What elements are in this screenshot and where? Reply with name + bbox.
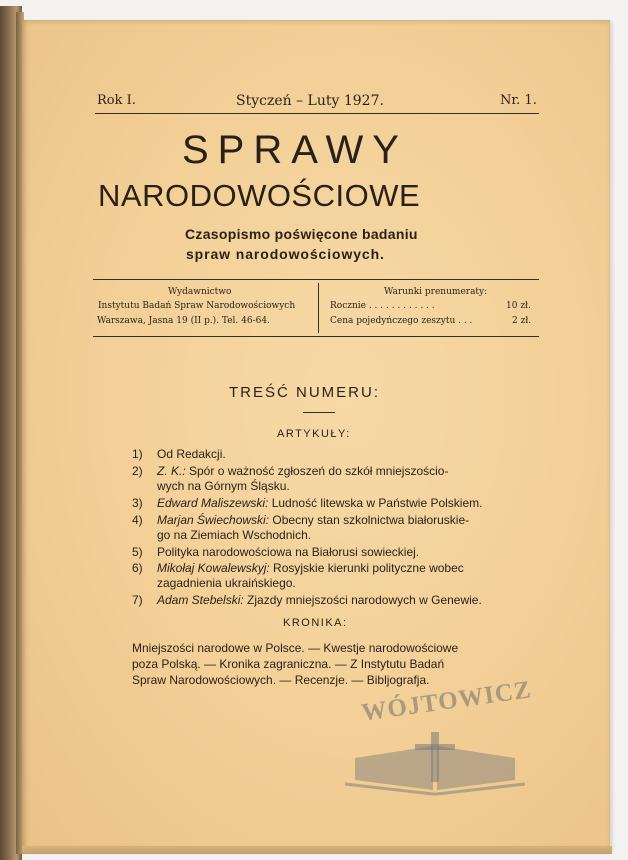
article-title: Obecny stan szkolnictwa białoruskie- (269, 513, 470, 527)
articles-heading: ARTYKUŁY: (277, 428, 351, 440)
header-rule (95, 113, 539, 114)
article-title: Rosyjskie kierunki polityczne wobec (269, 561, 464, 575)
publisher-address: Warszawa, Jasna 19 (II p.). Tel. 46-64. (97, 316, 270, 326)
article-title: Ludność litewska w Państwie Polskiem. (268, 496, 483, 510)
article-item (132, 513, 469, 527)
article-number: 5) (132, 545, 143, 559)
watermark-text: WÓJTOWICZ (360, 676, 534, 727)
journal-subtitle-line1: Czasopismo poświęcone badaniu (185, 226, 418, 242)
publisher-name: Instytutu Badań Spraw Narodowościowych (98, 301, 296, 311)
info-box-top-rule (93, 279, 539, 280)
subscription-single-label: Cena pojedyńczego zeszytu . . . (330, 316, 473, 326)
article-number: 6) (132, 561, 143, 575)
article-author: Marjan Świechowski: (157, 513, 270, 527)
issue-date: Styczeń – Luty 1927. (236, 93, 384, 109)
year-label: Rok I. (97, 93, 136, 108)
article-number: 7) (132, 593, 143, 607)
contents-heading: TREŚĆ NUMERU: (229, 384, 381, 401)
article-title-continuation: wych na Górnym Śląsku. (157, 479, 290, 493)
article-title: Od Redakcji. (157, 447, 226, 461)
article-number: 2) (132, 464, 143, 478)
chronicle-line: Mniejszości narodowe w Polsce. — Kwestje narodowościowe (132, 641, 459, 655)
subscription-annual-price: 10 zł. (506, 301, 531, 311)
article-item (132, 464, 448, 478)
subscription-annual-label: Rocznie . . . . . . . . . . . . (330, 301, 435, 311)
page-edge (22, 846, 612, 854)
journal-subtitle-line2: spraw narodowościowych. (186, 246, 385, 262)
chronicle-line: poza Polską. — Kronika zagraniczna. — Z Instytutu Badań (132, 657, 445, 671)
journal-title-line1: SPRAWY (182, 128, 408, 172)
journal-title-line2: NARODOWOŚCIOWE (98, 178, 421, 213)
issue-number: Nr. 1. (500, 93, 537, 108)
article-title: Spór o ważność zgłoszeń do szkół mniejszościo- (185, 464, 449, 478)
article-number: 3) (132, 496, 143, 510)
publisher-label: Wydawnictwo (168, 287, 232, 297)
article-item (132, 545, 419, 559)
article-author: Mikołaj Kowalewskyj: (157, 561, 270, 575)
contents-rule (303, 412, 335, 413)
watermark-book-icon (345, 728, 525, 798)
chronicle-line: Spraw Narodowościowych. — Recenzje. — Bibljografja. (132, 673, 430, 687)
subscription-label: Warunki prenumeraty: (384, 287, 488, 297)
article-author: Z. K.: (157, 464, 186, 478)
article-item (132, 496, 482, 510)
info-box-bottom-rule (93, 336, 539, 337)
article-number: 4) (132, 513, 143, 527)
article-title-continuation: zagadnienia ukraińskiego. (157, 576, 296, 590)
subscription-single-price: 2 zł. (512, 316, 532, 326)
article-author: Edward Maliszewski: (157, 496, 269, 510)
chronicle-heading: KRONIKA: (283, 617, 348, 629)
article-title-continuation: go na Ziemiach Wschodnich. (157, 528, 312, 542)
info-box-divider (318, 283, 319, 333)
article-item (132, 447, 226, 461)
article-author: Adam Stebelski: (157, 593, 244, 607)
article-title: Zjazdy mniejszości narodowych w Genewie. (243, 593, 482, 607)
article-item (132, 593, 482, 607)
article-number: 1) (132, 447, 143, 461)
article-item (132, 561, 464, 575)
article-title: Polityka narodowościowa na Białorusi sowieckiej. (157, 545, 420, 559)
